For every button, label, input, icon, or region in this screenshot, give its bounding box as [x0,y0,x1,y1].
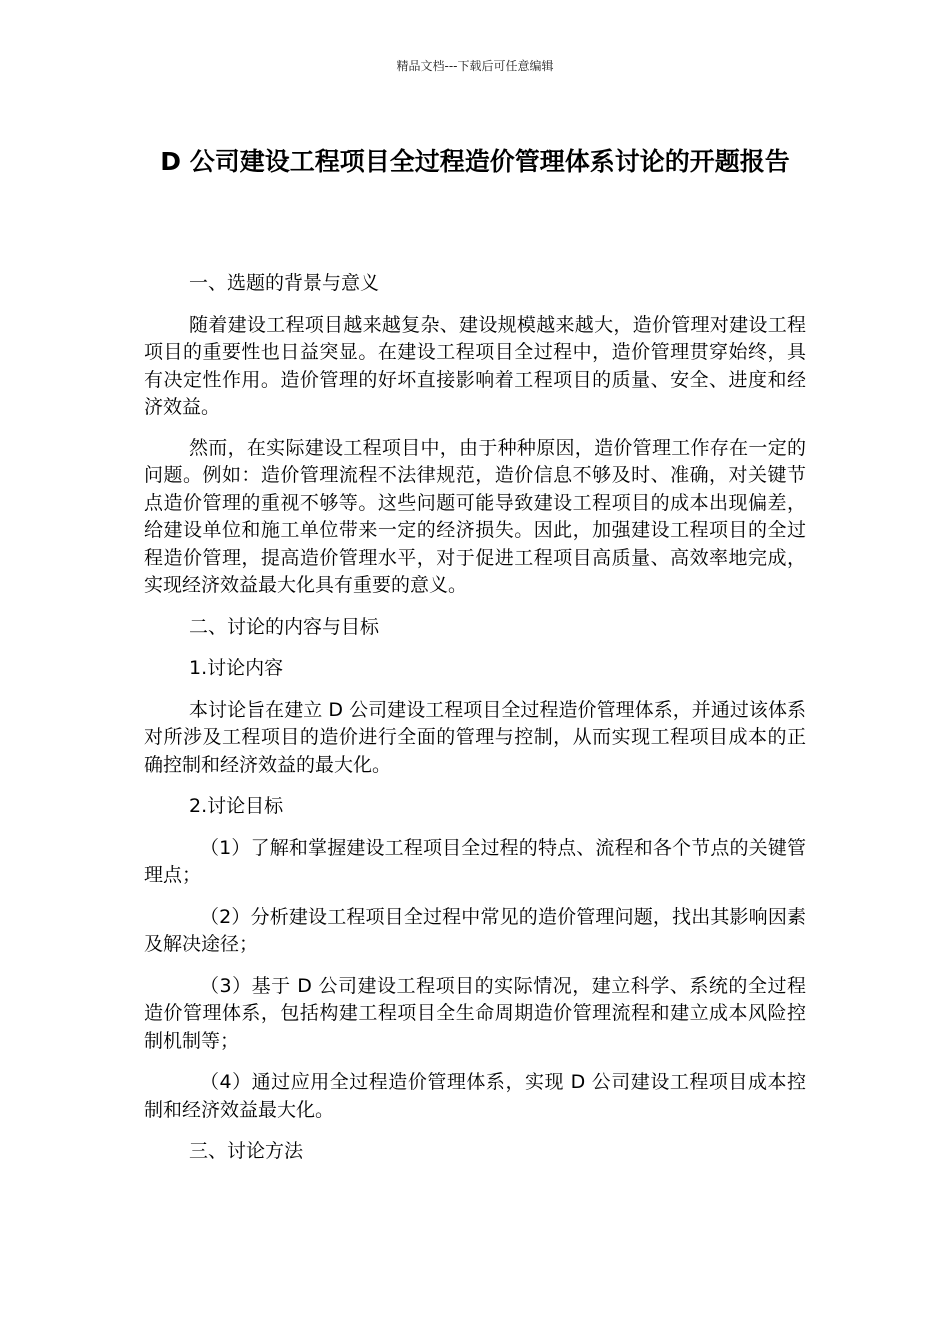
subheading-content: 1.讨论内容 [189,657,284,679]
goal-item-1: （1）了解和掌握建设工程项目全过程的特点、流程和各个节点的关键管理点； [144,836,806,886]
section-heading-2: 二、讨论的内容与目标 [189,615,380,638]
document-title: D 公司建设工程项目全过程造价管理体系讨论的开题报告 [160,147,790,176]
document-body [144,270,806,1166]
goal-item-4: （4）通过应用全过程造价管理体系，实现 D 公司建设工程项目成本控制和经济效益最大化。 [144,1071,806,1121]
goal-item-2: （2）分析建设工程项目全过程中常见的造价管理问题，找出其影响因素及解决途径； [144,905,806,955]
paragraph-background-1: 随着建设工程项目越来越复杂、建设规模越来越大，造价管理对建设工程项目的重要性也日益突显。在建设工程项目全过程中，造价管理贯穿始终，具有决定性作用。造价管理的好坏直接影响着工程项目的质量、安全、进度和经济效益。 [144,313,806,418]
paragraph-background-2: 然而，在实际建设工程项目中，由于种种原因，造价管理工作存在一定的问题。例如：造价管理流程不法律规范，造价信息不够及时、准确，对关键节点造价管理的重视不够等。这些问题可能导致建设工程项目的成本出现偏差，给建设单位和施工单位带来一定的经济损失。因此，加强建设工程项目的全过程造价管理，提高造价管理水平，对于促进工程项目高质量、高效率地完成，实现经济效益最大化具有重要的意义。 [144,436,806,596]
section-heading-3: 三、讨论方法 [189,1140,304,1162]
section-heading-1: 一、选题的背景与意义 [189,272,380,294]
subheading-goals: 2.讨论目标 [189,795,284,817]
paragraph-content: 本讨论旨在建立 D 公司建设工程项目全过程造价管理体系，并通过该体系对所涉及工程项目的造价进行全面的管理与控制，从而实现工程项目成本的正确控制和经济效益的最大化。 [144,698,806,776]
goal-item-3: （3）基于 D 公司建设工程项目的实际情况，建立科学、系统的全过程造价管理体系，包括构建工程项目全生命周期造价管理流程和建立成本风险控制机制等； [144,974,806,1052]
header-note: 精品文档---下载后可任意编辑 [396,59,554,73]
